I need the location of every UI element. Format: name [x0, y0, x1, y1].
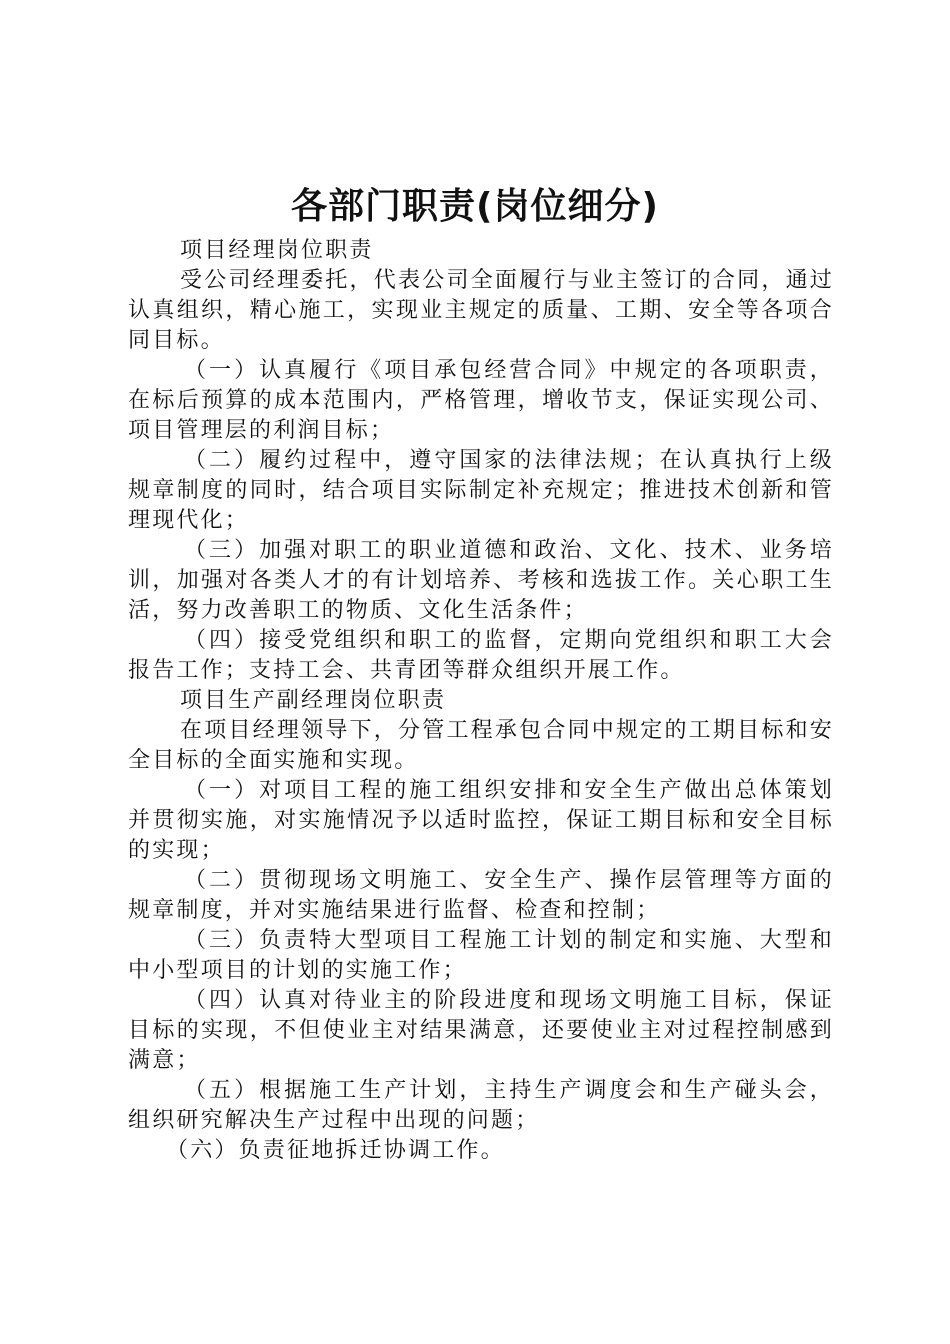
- duty-item: （二）贯彻现场文明施工、安全生产、操作层管理等方面的规章制度，并对实施结果进行监督、检查和控制；: [128, 868, 834, 923]
- duty-item: （一）认真履行《项目承包经营合同》中规定的各项职责，在标后预算的成本范围内，严格管理，增收节支，保证实现公司、项目管理层的利润目标；: [128, 358, 834, 443]
- duty-item: （二）履约过程中，遵守国家的法律法规；在认真执行上级规章制度的同时，结合项目实际制定补充规定；推进技术创新和管理现代化；: [128, 448, 834, 533]
- section-intro: 受公司经理委托，代表公司全面履行与业主签订的合同，通过认真组织，精心施工，实现业主规定的质量、工期、安全等各项合同目标。: [128, 268, 834, 353]
- duty-item: （四）接受党组织和职工的监督，定期向党组织和职工大会报告工作；支持工会、共青团等群众组织开展工作。: [128, 628, 834, 683]
- section-heading-project-manager: 项目经理岗位职责: [180, 238, 374, 263]
- duty-item: （一）对项目工程的施工组织安排和安全生产做出总体策划并贯彻实施，对实施情况予以适时监控，保证工期目标和安全目标的实现；: [128, 778, 834, 863]
- duty-item: （三）加强对职工的职业道德和政治、文化、技术、业务培训，加强对各类人才的有计划培养、考核和选拔工作。关心职工生活，努力改善职工的物质、文化生活条件；: [128, 538, 834, 623]
- duty-item: （六）负责征地拆迁协调工作。: [166, 1138, 505, 1163]
- document-title: 各部门职责(岗位细分): [291, 186, 659, 227]
- section-intro: 在项目经理领导下，分管工程承包合同中规定的工期目标和安全目标的全面实施和实现。: [128, 718, 834, 773]
- document-body: [128, 236, 834, 1166]
- duty-item: （三）负责特大型项目工程施工计划的制定和实施、大型和中小型项目的计划的实施工作；: [128, 928, 834, 983]
- section-heading-deputy-manager: 项目生产副经理岗位职责: [180, 688, 447, 713]
- duty-item: （五）根据施工生产计划，主持生产调度会和生产碰头会，组织研究解决生产过程中出现的问题；: [128, 1078, 834, 1133]
- duty-item: （四）认真对待业主的阶段进度和现场文明施工目标，保证目标的实现，不但使业主对结果满意，还要使业主对过程控制感到满意；: [128, 988, 834, 1073]
